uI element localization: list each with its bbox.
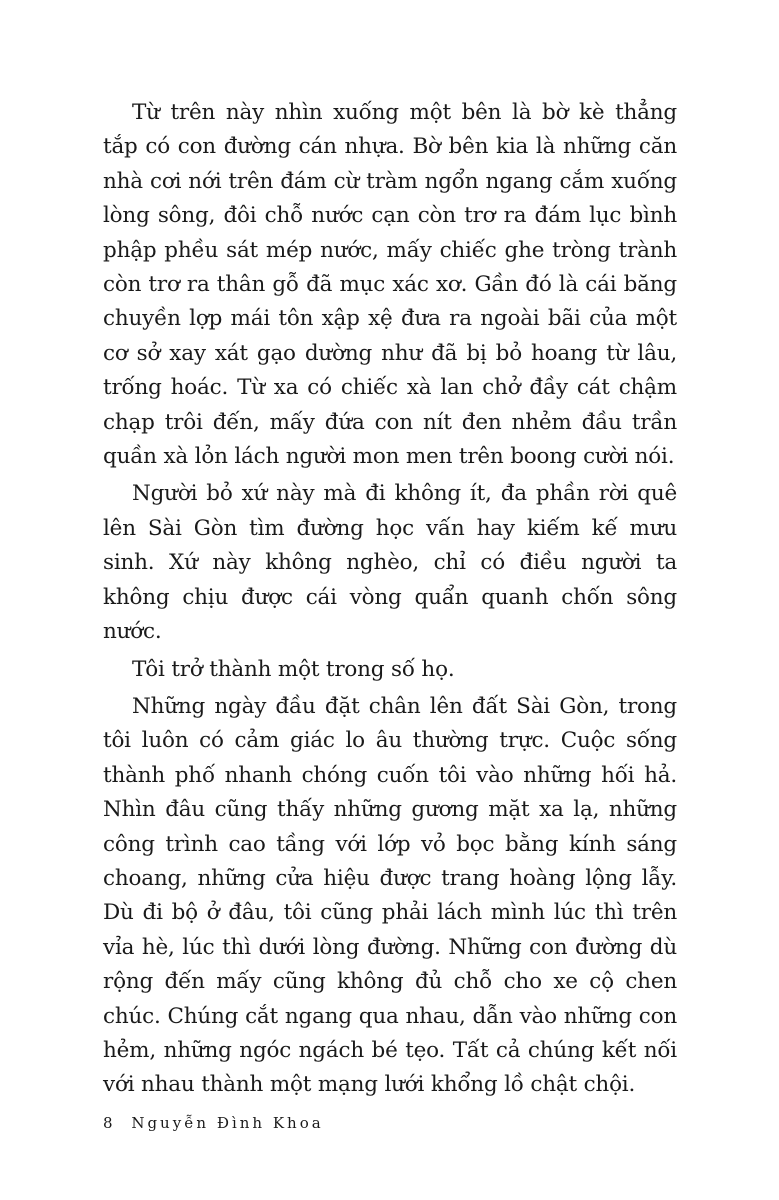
page-footer (103, 1114, 324, 1132)
page-number: 8 (103, 1114, 113, 1132)
paragraph-3: Tôi trở thành một trong số họ. (132, 656, 455, 682)
paragraph-4: Những ngày đầu đặt chân lên đất Sài Gòn, trong tôi luôn có cảm giác lo âu thường trực. Cuộc sống thành phố nhanh chóng cuốn tôi vào những hối hả. Nhìn đâu cũng thấy những gương mặt xa lạ, những công trình cao tầng với lớp vỏ bọc bằng kính sáng choang, những cửa hiệu được trang hoàng lộng lẫy. Dù đi bộ ở đâu, tôi cũng phải lách mình lúc thì trên vỉa hè, lúc thì dưới lòng đường. Những con đường dù rộng đến mấy cũng không đủ chỗ cho xe cộ chen chúc. Chúng cắt ngang qua nhau, dẫn vào những con hẻm, những ngóc ngách bé tẹo. Tất cả chúng kết nối với nhau thành một mạng lưới khổng lồ chật chội. (103, 693, 677, 1098)
page-body (103, 96, 677, 1103)
paragraph-2: Người bỏ xứ này mà đi không ít, đa phần rời quê lên Sài Gòn tìm đường học vấn hay kiếm kế mưu sinh. Xứ này không nghèo, chỉ có điều người ta không chịu được cái vòng quẩn quanh chốn sông nước. (103, 481, 677, 645)
paragraph-1: Từ trên này nhìn xuống một bên là bờ kè thẳng tắp có con đường cán nhựa. Bờ bên kia là những căn nhà cơi nới trên đám cừ tràm ngổn ngang cắm xuống lòng sông, đôi chỗ nước cạn còn trơ ra đám lục bình phập phều sát mép nước, mấy chiếc ghe tròng trành còn trơ ra thân gỗ đã mục xác xơ. Gần đó là cái băng chuyền lợp mái tôn xập xệ đưa ra ngoài bãi của một cơ sở xay xát gạo dường như đã bị bỏ hoang từ lâu, trống hoác. Từ xa có chiếc xà lan chở đầy cát chậm chạp trôi đến, mấy đứa con nít đen nhẻm đầu trần quần xà lỏn lách người mon men trên boong cười nói. (103, 100, 677, 470)
author-name: Nguyễn Đình Khoa (131, 1114, 324, 1132)
